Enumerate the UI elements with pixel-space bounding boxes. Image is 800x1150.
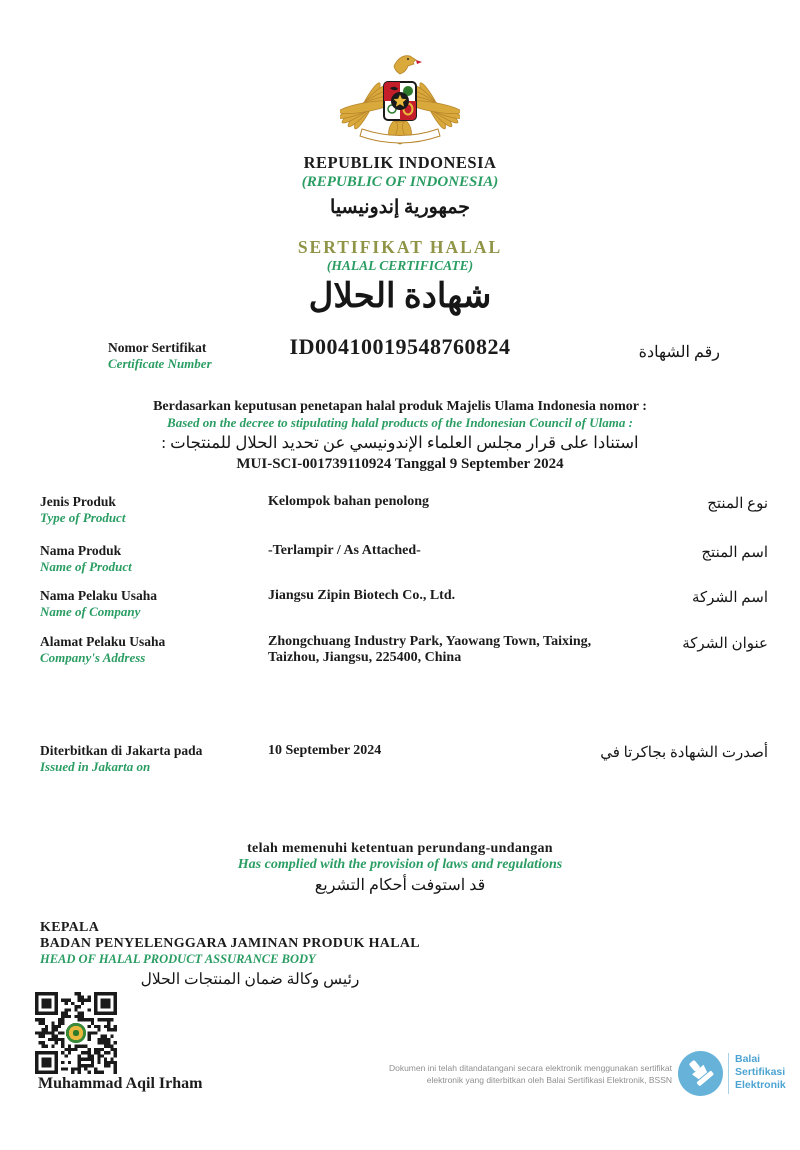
label-ar: عنوان الشركة [682, 636, 768, 652]
decree-line-id: Berdasarkan keputusan penetapan halal produk Majelis Ulama Indonesia nomor : [153, 399, 647, 414]
issuer-title-line2: BADAN PENYELENGGARA JAMINAN PRODUK HALAL [40, 936, 420, 951]
value: Jiangsu Zipin Biotech Co., Ltd. [268, 588, 456, 603]
label-en: Type of Product [40, 510, 126, 525]
disclaimer-line2: elektronik yang diterbitkan oleh Balai Sertifikasi Elektronik, BSSN [426, 1075, 672, 1086]
compliance-line-id: telah memenuhi ketentuan perundang-undangan [247, 841, 553, 856]
bse-text-line3: Elektronik [735, 1079, 786, 1092]
certificate-title-arabic: شهادة الحلال [308, 278, 492, 315]
label-ar: أصدرت الشهادة بجاكرتا في [600, 745, 768, 761]
issuer-title-line1: KEPALA [40, 920, 100, 935]
label-id: Alamat Pelaku Usaha [40, 634, 166, 649]
bse-stamp-icon [678, 1051, 723, 1096]
label-ar: اسم الشركة [691, 590, 768, 606]
compliance-block [0, 841, 800, 895]
value: 10 September 2024 [268, 743, 382, 758]
label-ar: اسم المنتج [701, 545, 768, 561]
certificate-number-label-ar: رقم الشهادة [638, 344, 720, 361]
issuer-title-ar: رئيس وكالة ضمان المنتجات الحلال [140, 971, 360, 988]
country-title: REPUBLIK INDONESIA [303, 153, 497, 172]
label-en: Company's Address [40, 650, 146, 665]
value: -Terlampir / As Attached- [268, 543, 421, 558]
label-ar: نوع المنتج [707, 496, 768, 512]
issuer-title-en: HEAD OF HALAL PRODUCT ASSURANCE BODY [40, 952, 316, 966]
label-en: Name of Product [40, 559, 132, 574]
decree-block [0, 399, 800, 473]
electronic-signature-disclaimer [372, 1062, 672, 1087]
bse-text-line2: Sertifikasi [735, 1066, 786, 1079]
label-id: Diterbitkan di Jakarta pada [40, 743, 203, 758]
compliance-line-ar: قد استوفت أحكام التشريع [314, 877, 486, 894]
disclaimer-line1: Dokumen ini telah ditandatangani secara elektronik menggunakan sertifikat [388, 1063, 672, 1073]
country-title-arabic: جمهورية إندونيسيا [330, 197, 470, 218]
certificate-number-label-id: Nomor Sertifikat [108, 340, 207, 355]
country-title-english: (REPUBLIC OF INDONESIA) [301, 174, 499, 190]
issuer-block [40, 920, 520, 989]
certificate-title-english: (HALAL CERTIFICATE) [326, 258, 474, 273]
decree-line-ar: استنادا على قرار مجلس العلماء الإندونيسي عن تحديد الحلال للمنتجات : [161, 433, 639, 452]
label-en: Issued in Jakarta on [40, 759, 151, 774]
decree-number: MUI-SCI-001739110924 Tanggal 9 September 2024 [236, 456, 564, 472]
label-en: Name of Company [40, 604, 141, 619]
signatory-name: Muhammad Aqil Irham [38, 1075, 203, 1092]
certificate-number-label-en: Certificate Number [108, 356, 212, 371]
label-id: Jenis Produk [40, 494, 116, 509]
bse-text-line1: Balai [735, 1053, 761, 1065]
value: Kelompok bahan penolong [268, 494, 430, 509]
qr-code [35, 992, 117, 1074]
certificate-title: SERTIFIKAT HALAL [297, 237, 503, 257]
value: Zhongchuang Industry Park, Yaowang Town, Taixing, Taizhou, Jiangsu, 225400, China [268, 634, 592, 665]
compliance-line-en: Has complied with the provision of laws and regulations [237, 857, 563, 872]
garuda-pancasila-emblem-icon [340, 44, 460, 148]
certificate-number-value: ID00410019548760824 [289, 334, 511, 359]
bse-logo-divider [728, 1053, 729, 1094]
decree-line-en: Based on the decree to stipulating halal products of the Indonesian Council of Ulama : [167, 415, 633, 430]
balai-sertifikasi-elektronik-logo [678, 1048, 794, 1098]
label-id: Nama Produk [40, 543, 122, 558]
label-id: Nama Pelaku Usaha [40, 588, 158, 603]
